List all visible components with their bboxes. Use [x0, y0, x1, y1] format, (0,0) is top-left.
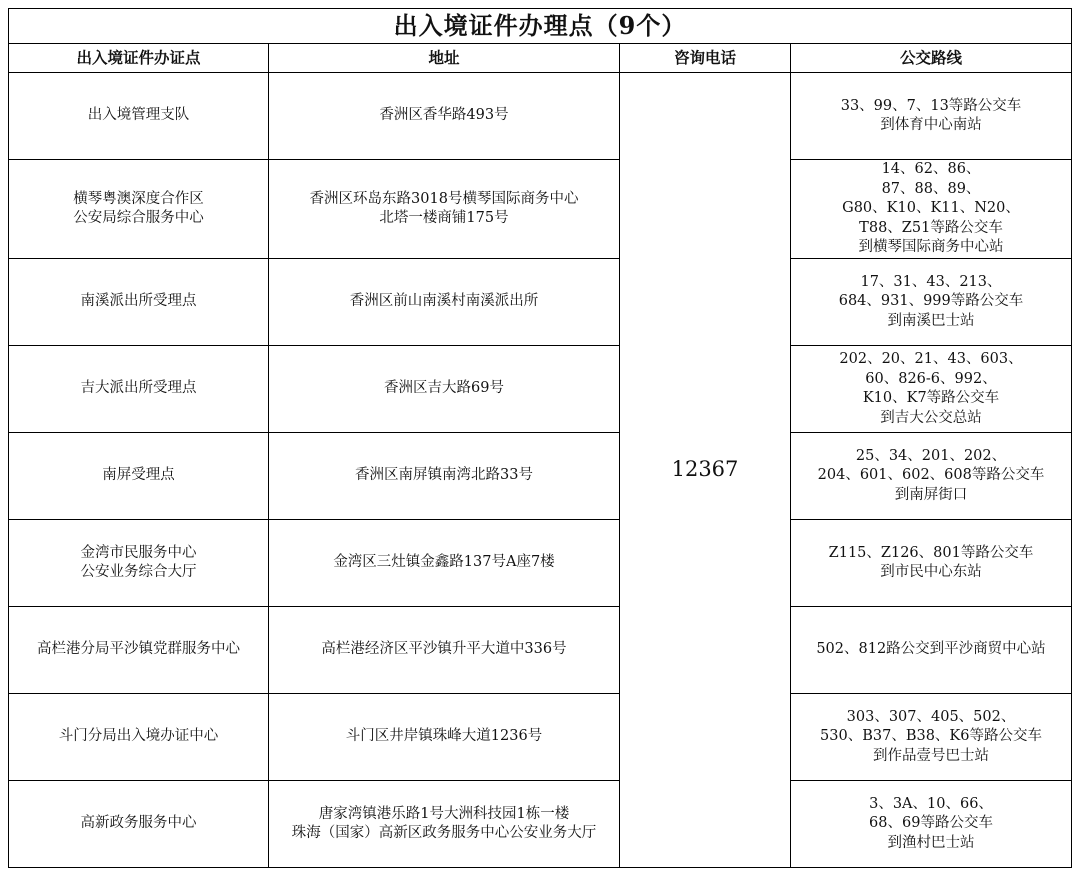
service-point-line: 南屏受理点 — [102, 467, 175, 484]
address-line: 珠海（国家）高新区政务服务中心公安业务大厅 — [291, 825, 597, 841]
table-row — [9, 346, 1072, 433]
address-line: 香洲区南屏镇南湾北路33号 — [355, 467, 533, 484]
bus-route-line: 68、69等路公交车 — [869, 815, 993, 832]
table-row — [9, 607, 1072, 694]
document — [8, 8, 1072, 868]
service-point-line: 斗门分局出入境办证中心 — [58, 728, 219, 745]
table-row — [9, 73, 1072, 160]
bus-route-line: 303、307、405、502、 — [846, 708, 1016, 725]
cell-address — [269, 781, 620, 868]
table-row — [9, 781, 1072, 868]
table-title: 出入境证件办理点（9个） — [9, 9, 1072, 44]
bus-route-line: 60、826-6、992、 — [865, 370, 997, 387]
cell-service-point — [9, 160, 269, 259]
table-row — [9, 259, 1072, 346]
cell-service-point — [9, 433, 269, 520]
header-address: 地址 — [269, 44, 620, 73]
bus-route-line: 25、34、201、202、 — [855, 447, 1007, 464]
cell-address — [269, 259, 620, 346]
table-row — [9, 433, 1072, 520]
service-point-line: 公安业务综合大厅 — [80, 564, 197, 580]
address-line: 唐家湾镇港乐路1号大洲科技园1栋一楼 — [318, 805, 570, 822]
service-point-line: 南溪派出所受理点 — [80, 293, 197, 310]
cell-bus-route — [791, 520, 1072, 607]
cell-service-point — [9, 781, 269, 868]
address-line: 香洲区环岛东路3018号横琴国际商务中心 — [309, 190, 579, 207]
bus-route-line: K10、K7等路公交车 — [862, 390, 1000, 406]
bus-route-line: 到渔村巴士站 — [887, 834, 975, 851]
bus-route-line: 到吉大公交总站 — [880, 409, 982, 426]
cell-bus-route — [791, 781, 1072, 868]
bus-route-line: 到体育中心南站 — [880, 117, 982, 133]
cell-address — [269, 346, 620, 433]
bus-route-line: 204、601、602、608等路公交车 — [817, 467, 1045, 484]
table-row — [9, 520, 1072, 607]
service-point-line: 横琴粤澳深度合作区 — [73, 190, 204, 207]
cell-address — [269, 520, 620, 607]
bus-route-line: 到横琴国际商务中心站 — [858, 239, 1004, 256]
header-service-point: 出入境证件办证点 — [9, 44, 269, 73]
table-row — [9, 694, 1072, 781]
cell-address — [269, 694, 620, 781]
cell-bus-route — [791, 160, 1072, 259]
cell-address — [269, 433, 620, 520]
bus-route-line: Z115、Z126、801等路公交车 — [828, 544, 1034, 561]
cell-bus-route — [791, 694, 1072, 781]
bus-route-line: 530、B37、B38、K6等路公交车 — [820, 728, 1042, 745]
cell-bus-route — [791, 259, 1072, 346]
bus-route-line: 87、88、89、 — [881, 180, 981, 197]
bus-route-line: 14、62、86、 — [881, 161, 981, 178]
bus-route-line: T88、Z51等路公交车 — [859, 219, 1003, 236]
bus-route-line: 到南屏街口 — [894, 486, 968, 503]
address-line: 金湾区三灶镇金鑫路137号A座7楼 — [333, 554, 555, 571]
cell-bus-route — [791, 433, 1072, 520]
header-bus-route: 公交路线 — [791, 44, 1072, 73]
header-phone: 咨询电话 — [620, 44, 791, 73]
service-point-line: 高新政务服务中心 — [80, 815, 197, 832]
cell-service-point — [9, 520, 269, 607]
bus-route-line: 到作品壹号巴士站 — [873, 747, 989, 764]
cell-bus-route — [791, 346, 1072, 433]
address-line: 香洲区吉大路69号 — [384, 380, 504, 397]
address-line: 高栏港经济区平沙镇升平大道中336号 — [321, 641, 567, 658]
table-row — [9, 160, 1072, 259]
bus-route-line: 3、3A、10、66、 — [869, 795, 993, 812]
service-point-line: 吉大派出所受理点 — [80, 380, 197, 397]
cell-service-point — [9, 259, 269, 346]
cell-service-point — [9, 694, 269, 781]
cell-phone: 12367 — [620, 73, 791, 868]
bus-route-line: 17、31、43、213、 — [860, 273, 1002, 290]
cell-service-point — [9, 346, 269, 433]
cell-address — [269, 73, 620, 160]
service-points-table — [8, 8, 1072, 868]
address-line: 香洲区前山南溪村南溪派出所 — [349, 293, 539, 310]
service-point-line: 金湾市民服务中心 — [80, 544, 197, 561]
cell-service-point — [9, 607, 269, 694]
address-line: 香洲区香华路493号 — [379, 107, 509, 124]
address-line: 北塔一楼商铺175号 — [379, 210, 509, 226]
service-point-line: 出入境管理支队 — [87, 107, 190, 124]
bus-route-line: 33、99、7、13等路公交车 — [840, 97, 1022, 114]
cell-service-point — [9, 73, 269, 160]
service-point-line: 公安局综合服务中心 — [73, 210, 204, 226]
bus-route-line: G80、K10、K11、N20、 — [842, 200, 1020, 217]
bus-route-line: 到市民中心东站 — [880, 564, 982, 580]
address-line: 斗门区井岸镇珠峰大道1236号 — [345, 728, 543, 745]
cell-address — [269, 160, 620, 259]
bus-route-line: 684、931、999等路公交车 — [838, 293, 1024, 310]
bus-route-line: 到南溪巴士站 — [887, 312, 975, 329]
bus-route-line: 202、20、21、43、603、 — [839, 351, 1023, 367]
cell-bus-route — [791, 607, 1072, 694]
cell-address — [269, 607, 620, 694]
bus-route-line: 502、812路公交到平沙商贸中心站 — [816, 641, 1046, 658]
cell-bus-route — [791, 73, 1072, 160]
service-point-line: 高栏港分局平沙镇党群服务中心 — [37, 641, 240, 658]
